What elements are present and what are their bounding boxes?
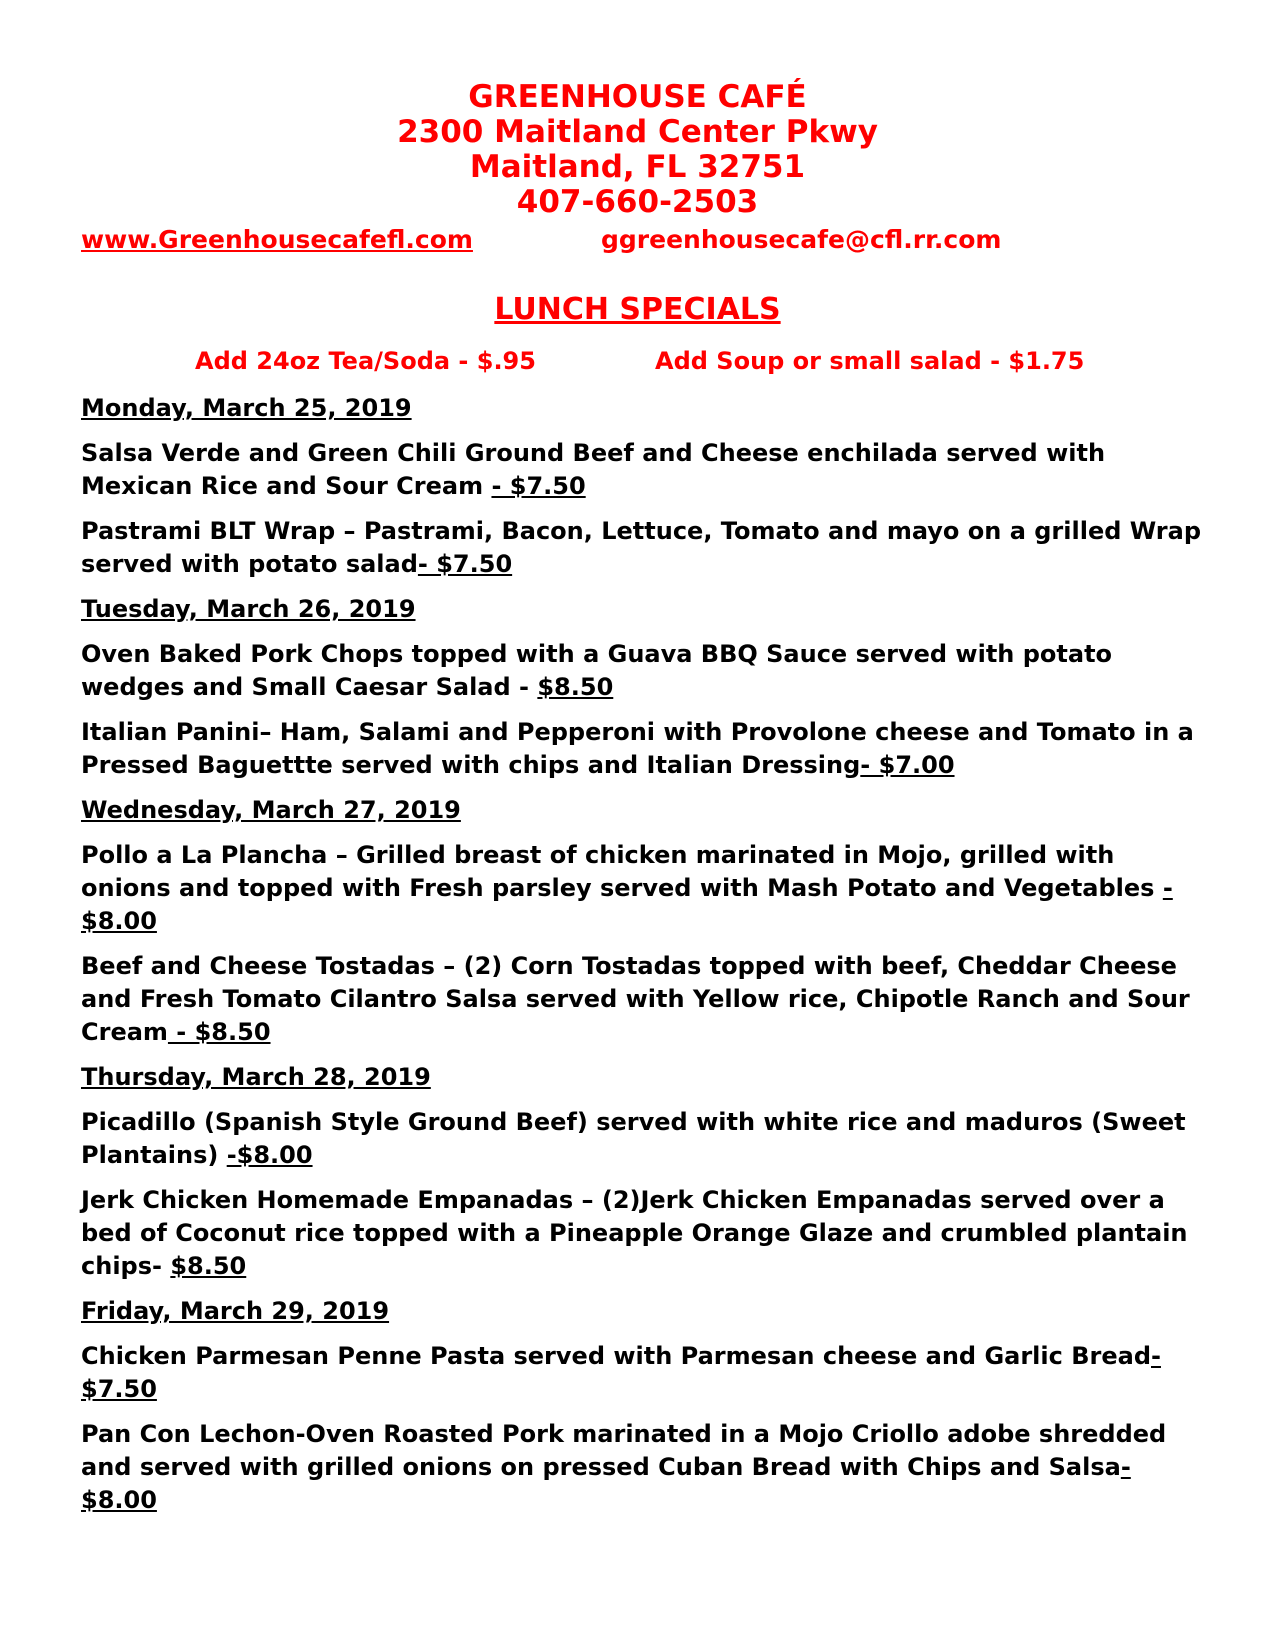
item-price: - $7.50: [491, 472, 586, 500]
menu-item: [81, 515, 1211, 581]
item-description: Pan Con Lechon-Oven Roasted Pork marinated in a Mojo Criollo adobe shredded and served with grilled onions on pressed Cuban Bread with Chips and Salsa: [81, 1420, 1167, 1481]
item-description: Beef and Cheese Tostadas – (2) Corn Tostadas topped with beef, Cheddar Cheese and Fresh Tomato Cilantro Salsa served with Yellow rice, Chipotle Ranch and Sour Cream: [81, 952, 1190, 1046]
day-heading-tuesday: Tuesday, March 26, 2019: [81, 595, 416, 623]
addon-drink: Add 24oz Tea/Soda - $.95: [195, 347, 536, 375]
menu-item: [81, 437, 1211, 503]
day-heading-wednesday: Wednesday, March 27, 2019: [81, 796, 461, 824]
item-description: Pastrami BLT Wrap – Pastrami, Bacon, Lettuce, Tomato and mayo on a grilled Wrap served with potato salad: [81, 517, 1202, 578]
specials-list: [81, 392, 1211, 1529]
item-price: - $7.00: [860, 751, 955, 779]
cafe-name: GREENHOUSE CAFÉ: [468, 79, 807, 115]
website-link[interactable]: www.Greenhousecafefl.com: [81, 225, 473, 254]
item-price: - $7.50: [417, 550, 513, 578]
cafe-phone: 407-660-2503: [516, 184, 759, 220]
menu-item: [81, 1340, 1211, 1406]
menu-item: [81, 839, 1211, 938]
menu-item: [81, 950, 1211, 1049]
item-price: - $8.50: [167, 1018, 271, 1046]
day-heading-friday: Friday, March 29, 2019: [81, 1297, 390, 1325]
day-heading-monday: Monday, March 25, 2019: [81, 394, 412, 422]
menu-item: [81, 716, 1211, 782]
item-price: - $8.00: [81, 1453, 1131, 1514]
item-description: Oven Baked Pork Chops topped with a Guava BBQ Sauce served with potato wedges and Small Caesar Salad -: [81, 640, 1113, 701]
item-price: $8.50: [537, 673, 614, 701]
item-price: -$8.00: [226, 1141, 313, 1169]
item-description: Picadillo (Spanish Style Ground Beef) served with white rice and maduros (Sweet Plantains): [81, 1108, 1186, 1169]
addon-side: Add Soup or small salad - $1.75: [655, 347, 1085, 375]
menu-item: [81, 1106, 1211, 1172]
item-description: Salsa Verde and Green Chili Ground Beef and Cheese enchilada served with Mexican Rice and Sour Cream: [81, 439, 1106, 500]
item-price: - $7.50: [81, 1342, 1161, 1403]
item-description: Italian Panini– Ham, Salami and Pepperoni with Provolone cheese and Tomato in a Pressed Baguettte served with chips and Italian Dressing: [81, 718, 1194, 779]
menu-item: [81, 1418, 1211, 1517]
page-title: LUNCH SPECIALS: [494, 292, 781, 327]
item-description: Chicken Parmesan Penne Pasta served with Parmesan cheese and Garlic Bread: [81, 1342, 1151, 1370]
menu-item: [81, 638, 1211, 704]
menu-item: [81, 1184, 1211, 1283]
day-heading-thursday: Thursday, March 28, 2019: [81, 1063, 431, 1091]
email-address: ggreenhousecafe@cfl.rr.com: [601, 225, 1002, 254]
item-description: Jerk Chicken Homemade Empanadas – (2)Jerk Chicken Empanadas served over a bed of Coconut rice topped with a Pineapple Orange Glaze and crumbled plantain chips-: [81, 1186, 1188, 1280]
item-price: - $8.00: [81, 874, 1173, 935]
item-description: Pollo a La Plancha – Grilled breast of chicken marinated in Mojo, grilled with onions and topped with Fresh parsley served with Mash Potato and Vegetables: [81, 841, 1163, 902]
item-price: $8.50: [170, 1252, 247, 1280]
cafe-street: 2300 Maitland Center Pkwy: [397, 114, 878, 150]
cafe-header: [0, 80, 1275, 220]
cafe-city: Maitland, FL 32751: [469, 149, 806, 185]
